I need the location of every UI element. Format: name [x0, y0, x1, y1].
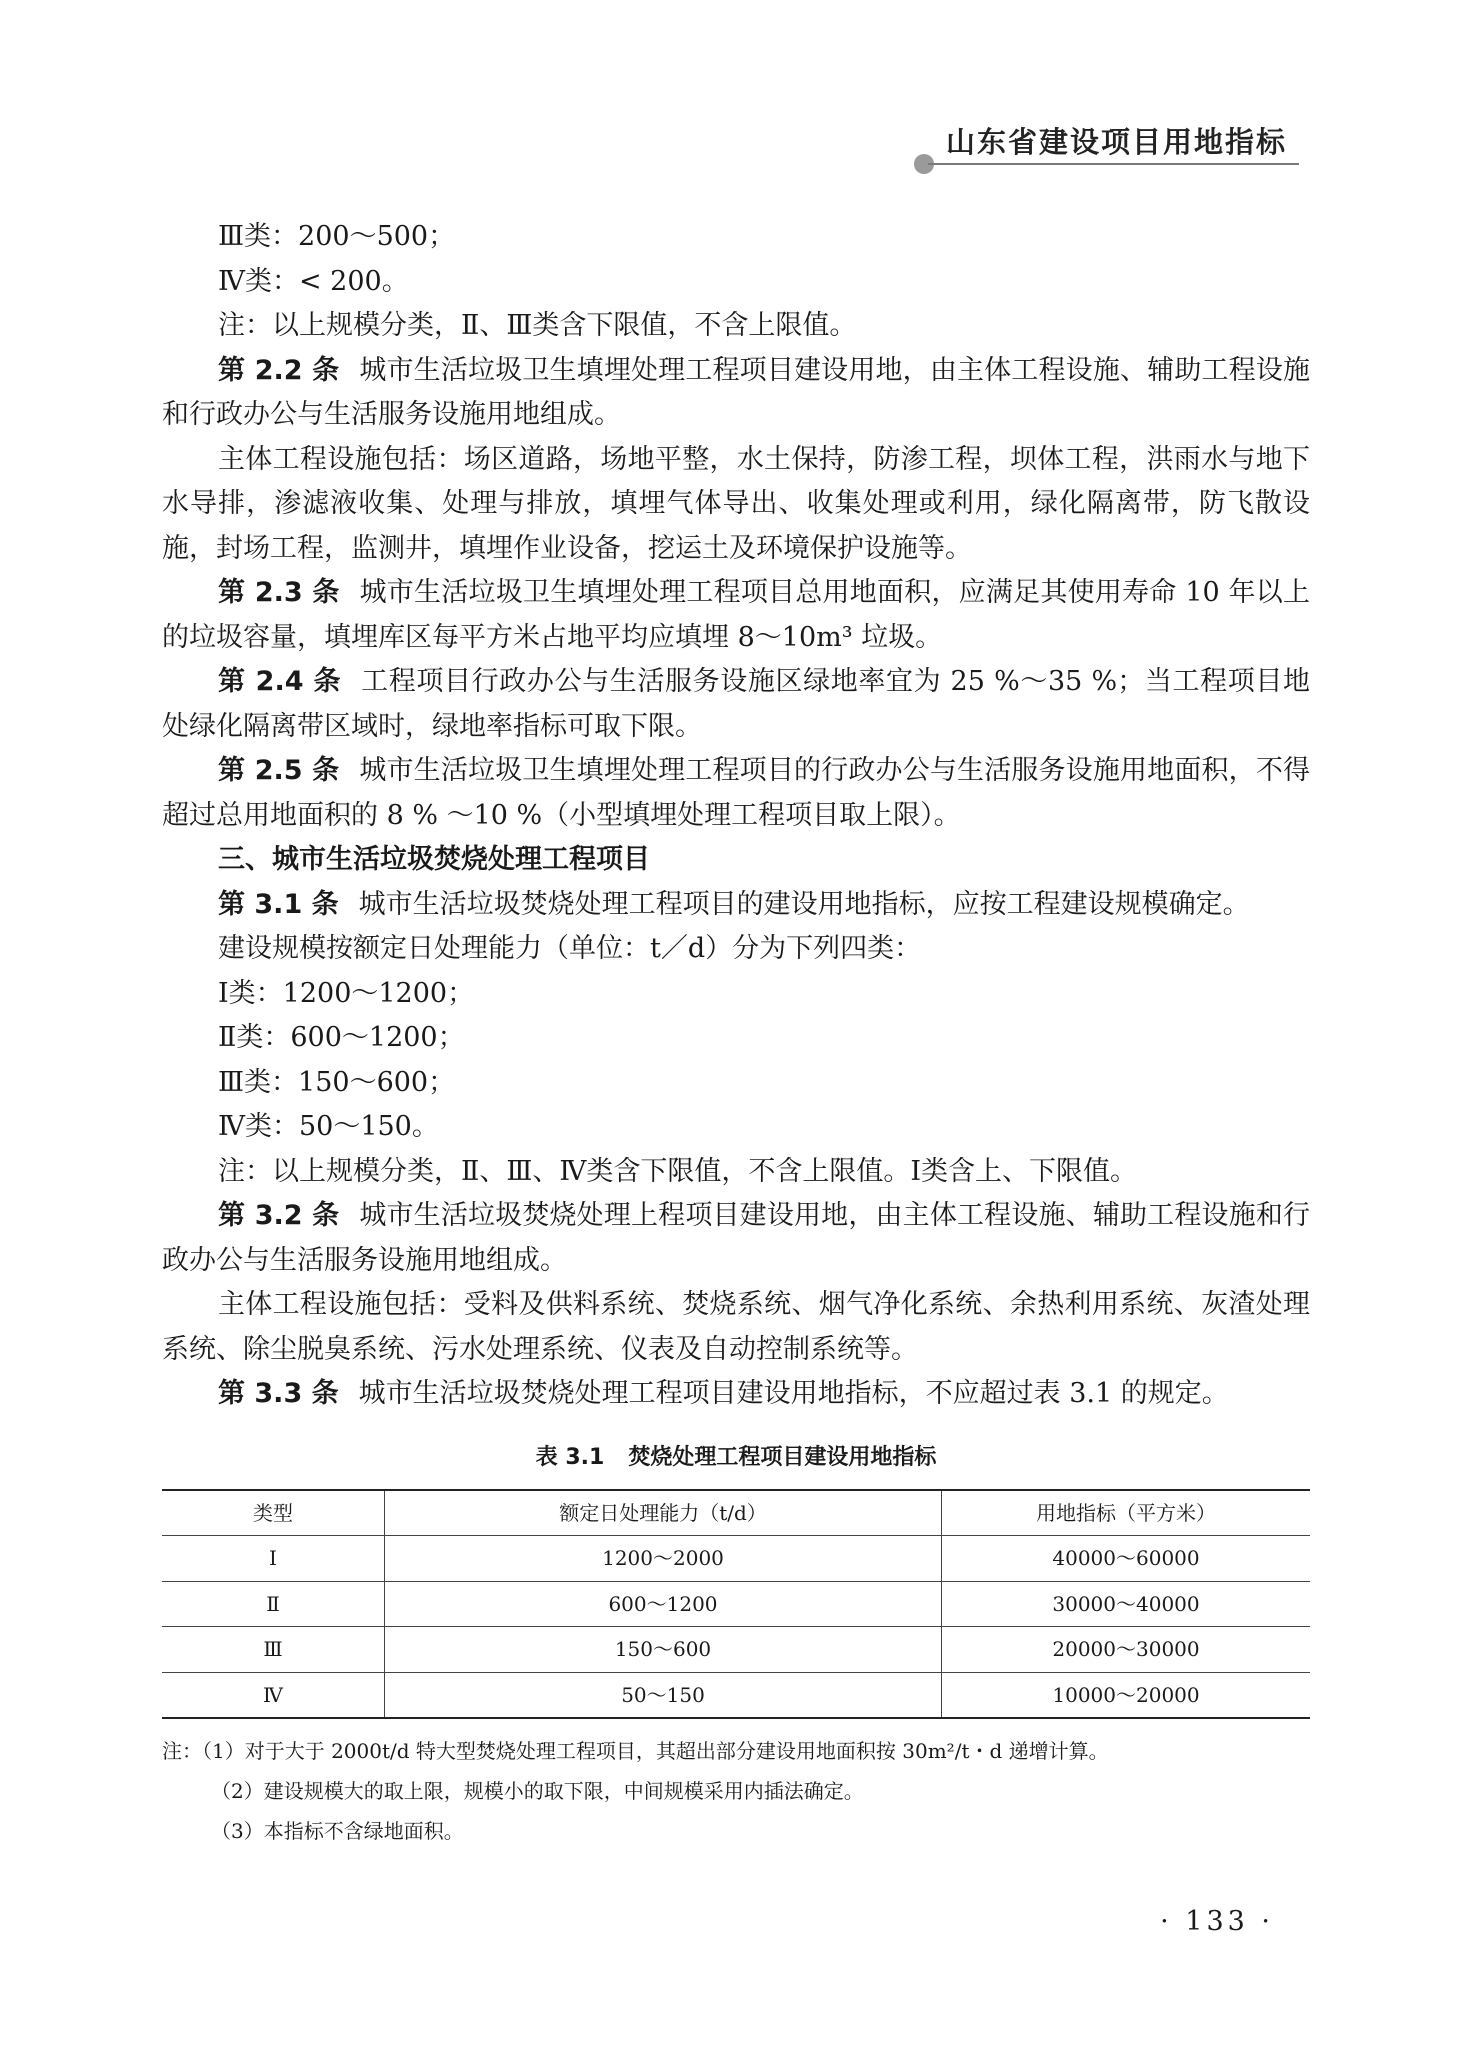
paragraph-text: Ⅳ类：50～150。 — [218, 1111, 439, 1142]
section-heading: 三、城市生活垃圾焚烧处理工程项目 — [218, 844, 650, 875]
table-header-row — [162, 1490, 1310, 1536]
body-paragraph — [162, 1016, 1310, 1061]
body-paragraph — [162, 1105, 1310, 1150]
table-note: （2）建设规模大的取上限，规模小的取下限，中间规模采用内插法确定。 — [211, 1779, 864, 1803]
table-notes — [162, 1731, 1310, 1851]
clause-paragraph — [162, 349, 1310, 438]
paragraph-text: Ⅰ类：1200～1200； — [218, 977, 475, 1009]
table-cell: Ⅰ — [162, 1536, 385, 1582]
table-header-cell: 额定日处理能力（t/d） — [385, 1490, 942, 1536]
paragraph-text: Ⅱ类：600～1200； — [218, 1022, 465, 1053]
body-paragraph — [162, 215, 1310, 260]
header-title: 山东省建设项目用地指标 — [945, 125, 1287, 159]
table-cell: 1200～2000 — [385, 1536, 942, 1582]
table-cell: 10000～20000 — [942, 1672, 1311, 1718]
paragraph-text: 城市生活垃圾卫生填埋处理工程项目建设用地，由主体工程设施、辅助工程设施和行政办公与生活服务设施用地组成。 — [162, 354, 1311, 430]
paragraph-text: 城市生活垃圾卫生填埋处理工程项目的行政办公与生活服务设施用地面积，不得超过总用地面积的 8 % ～10 %（小型填埋处理工程项目取上限）。 — [162, 755, 1311, 831]
table-caption — [162, 1443, 1310, 1473]
clause-paragraph — [162, 749, 1310, 838]
paragraph-text: Ⅲ类：150～600； — [218, 1066, 456, 1098]
paragraph-text: 城市生活垃圾焚烧处理上程项目建设用地，由主体工程设施、辅助工程设施和行政办公与生活服务设施用地组成。 — [162, 1200, 1311, 1276]
table-caption-number: 表 3.1 — [535, 1444, 605, 1470]
body-paragraph — [162, 972, 1310, 1017]
clause-paragraph — [162, 1372, 1310, 1417]
paragraph-text: 城市生活垃圾卫生填埋处理工程项目总用地面积，应满足其使用寿命 10 年以上的垃圾容量，填埋库区每平方米占地平均应填埋 8～10m³ 垃圾。 — [162, 577, 1310, 653]
clause-number: 第 2.5 条 — [218, 755, 340, 786]
table-cell: Ⅲ — [162, 1627, 385, 1673]
paragraph-text: 建设规模按额定日处理能力（单位：t／d）分为下列四类： — [218, 933, 922, 964]
body-paragraph — [162, 304, 1310, 349]
body-paragraph — [162, 927, 1310, 972]
page-number: · 133 · — [1160, 1906, 1274, 1937]
paragraph-text: 主体工程设施包括：场区道路，场地平整，水土保持，防渗工程，坝体工程，洪雨水与地下水导排，渗滤液收集、处理与排放，填埋气体导出、收集处理或利用，绿化隔离带，防飞散设施，封场工程，监测井，填埋作业设备，挖运土及环境保护设施等。 — [162, 443, 1310, 564]
body-paragraph — [162, 1061, 1310, 1106]
table-row — [162, 1672, 1310, 1718]
paragraph-text: 注：以上规模分类，Ⅱ、Ⅲ类含下限值，不含上限值。 — [218, 310, 857, 341]
table-cell: 150～600 — [385, 1627, 942, 1673]
paragraph-text: 城市生活垃圾焚烧处理工程项目建设用地指标，不应超过表 3.1 的规定。 — [358, 1378, 1229, 1409]
clause-number: 第 3.3 条 — [218, 1378, 339, 1409]
table-cell: Ⅱ — [162, 1581, 385, 1627]
clause-number: 第 2.2 条 — [218, 354, 340, 386]
clause-number: 第 2.4 条 — [218, 666, 342, 697]
table-row — [162, 1581, 1310, 1627]
table-cell: 50～150 — [385, 1672, 942, 1718]
table-header-cell: 类型 — [253, 1500, 293, 1525]
paragraph-text: 工程项目行政办公与生活服务设施区绿地率宜为 25 %～35 %；当工程项目地处绿化隔离带区域时，绿地率指标可取下限。 — [162, 666, 1310, 742]
table-row — [162, 1536, 1310, 1582]
body-paragraph — [162, 1150, 1310, 1195]
table-cell: 30000～40000 — [942, 1581, 1311, 1627]
article-paragraphs-top — [162, 215, 1310, 838]
table-cell: Ⅳ — [162, 1672, 385, 1718]
table-row — [162, 1627, 1310, 1673]
page-content — [162, 215, 1310, 1851]
table-note: 注：（1）对于大于 2000t/d 特大型焚烧处理工程项目，其超出部分建设用地面积按 30m²/t・d 递增计算。 — [162, 1739, 1109, 1763]
body-paragraph — [162, 1283, 1310, 1372]
paragraph-text: Ⅳ类：< 200。 — [218, 265, 409, 297]
clause-paragraph — [162, 1194, 1310, 1283]
table-header-cell: 用地指标（平方米） — [942, 1490, 1311, 1536]
table-note: （3）本指标不含绿地面积。 — [211, 1819, 464, 1843]
clause-number: 第 3.1 条 — [218, 888, 339, 920]
paragraph-text: 城市生活垃圾焚烧处理工程项目的建设用地指标，应按工程建设规模确定。 — [358, 888, 1250, 920]
clause-paragraph — [162, 660, 1310, 749]
table-cell: 40000～60000 — [942, 1536, 1311, 1582]
paragraph-text: Ⅲ类：200～500； — [218, 221, 456, 252]
table-cell: 20000～30000 — [942, 1627, 1311, 1673]
header-rule — [928, 163, 1299, 165]
body-paragraph — [162, 260, 1310, 305]
clause-number: 第 3.2 条 — [218, 1200, 340, 1231]
article-paragraphs-section3 — [162, 883, 1310, 1417]
clause-paragraph — [162, 883, 1310, 928]
paragraph-text: 主体工程设施包括：受料及供料系统、焚烧系统、烟气净化系统、余热利用系统、灰渣处理系统、除尘脱臭系统、污水处理系统、仪表及自动控制系统等。 — [162, 1289, 1310, 1365]
table-cell: 600～1200 — [385, 1581, 942, 1627]
paragraph-text: 注：以上规模分类，Ⅱ、Ⅲ、Ⅳ类含下限值，不含上限值。Ⅰ类含上、下限值。 — [218, 1155, 1138, 1187]
clause-paragraph — [162, 571, 1310, 660]
table-caption-title: 焚烧处理工程项目建设用地指标 — [628, 1444, 937, 1470]
clause-number: 第 2.3 条 — [218, 577, 340, 608]
body-paragraph — [162, 438, 1310, 572]
land-use-table — [162, 1489, 1310, 1720]
